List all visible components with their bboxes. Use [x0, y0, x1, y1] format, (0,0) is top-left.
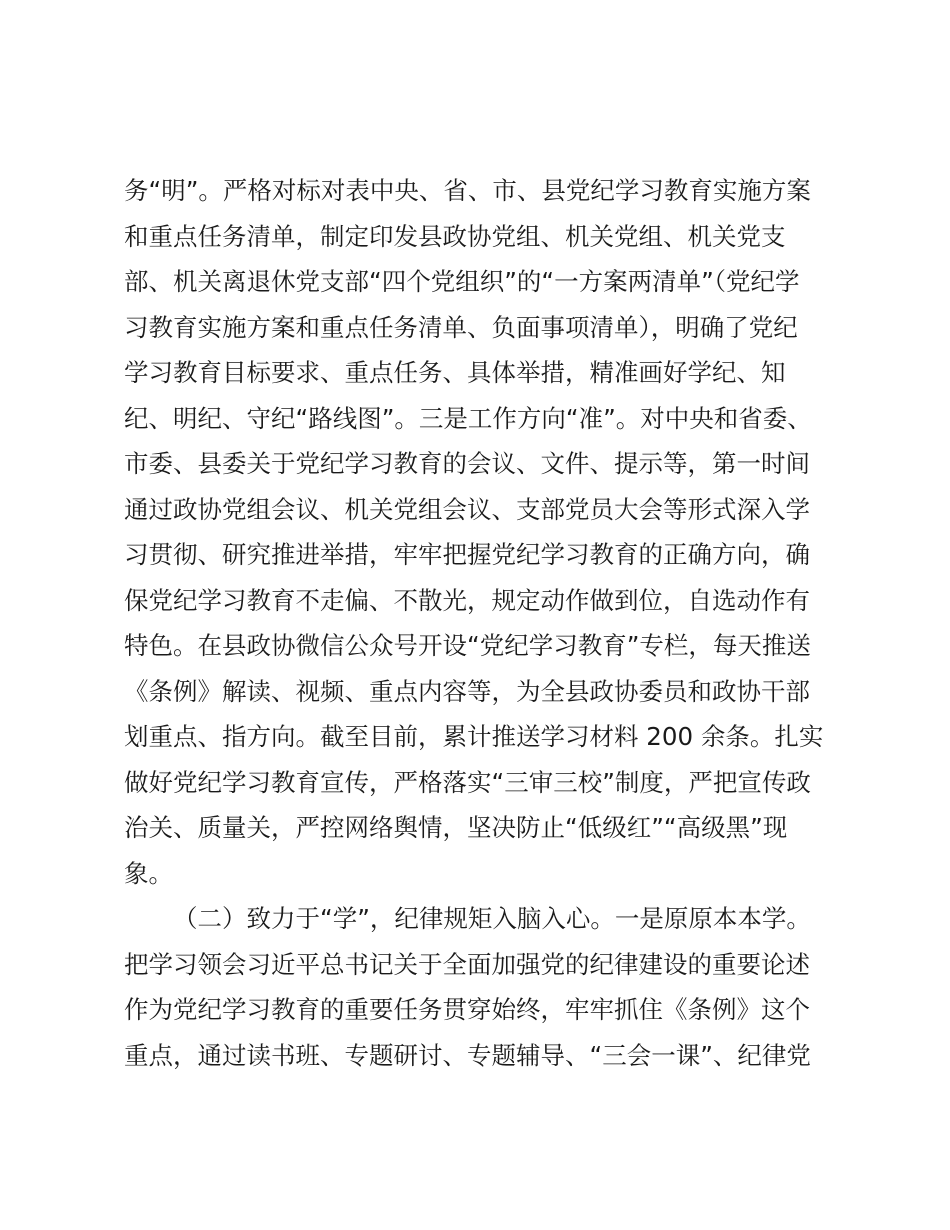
- text-line: 把学习领会习近平总书记关于全面加强党的纪律建设的重要论述: [124, 949, 810, 979]
- text-line: 纪、明纪、守纪“路线图”。三是工作方向“准”。对中央和省委、: [124, 403, 812, 433]
- text-line: 和重点任务清单，制定印发县政协党组、机关党组、机关党支: [124, 221, 786, 251]
- text-line: 通过政协党组会议、机关党组会议、支部党员大会等形式深入学: [124, 494, 810, 524]
- text-line: 习贯彻、研究推进举措，牢牢把握党纪学习教育的正确方向，确: [124, 540, 810, 569]
- paragraph-start-line: （二）致力于“学”，纪律规矩入脑入心。一是原原本本学。: [173, 904, 811, 933]
- body-text: [124, 168, 844, 1078]
- text-line: 划重点、指方向。截至目前，累计推送学习材料 200 余条。扎实: [124, 722, 824, 751]
- text-line: 保党纪学习教育不走偏、不散光，规定动作做到位，自选动作有: [124, 585, 810, 615]
- text-line: 习教育实施方案和重点任务清单、负面事项清单），明确了党纪: [124, 312, 798, 342]
- text-line: 《条例》解读、视频、重点内容等，为全县政协委员和政协干部: [124, 676, 810, 706]
- text-line: 象。: [124, 858, 173, 888]
- text-line: 做好党纪学习教育宣传，严格落实“三审三校”制度，严把宣传政: [124, 767, 811, 797]
- text-line: 作为党纪学习教育的重要任务贯穿始终，牢牢抓住《条例》这个: [124, 995, 810, 1024]
- text-line: 市委、县委关于党纪学习教育的会议、文件、提示等，第一时间: [124, 449, 810, 478]
- text-line: 治关、质量关，严控网络舆情，坚决防止“低级红”“高级黑”现: [124, 813, 788, 842]
- text-line: 务“明”。严格对标对表中央、省、市、县党纪学习教育实施方案: [124, 176, 811, 205]
- text-line: 重点，通过读书班、专题研讨、专题辅导、“三会一课”、纪律党: [124, 1040, 811, 1070]
- text-line: 特色。在县政协微信公众号开设“党纪学习教育”专栏，每天推送: [124, 631, 811, 660]
- text-line: 部、机关离退休党支部“四个党组织”的“一方案两清单”（党纪学: [124, 267, 800, 296]
- text-line: 学习教育目标要求、重点任务、具体举措，精准画好学纪、知: [124, 358, 786, 387]
